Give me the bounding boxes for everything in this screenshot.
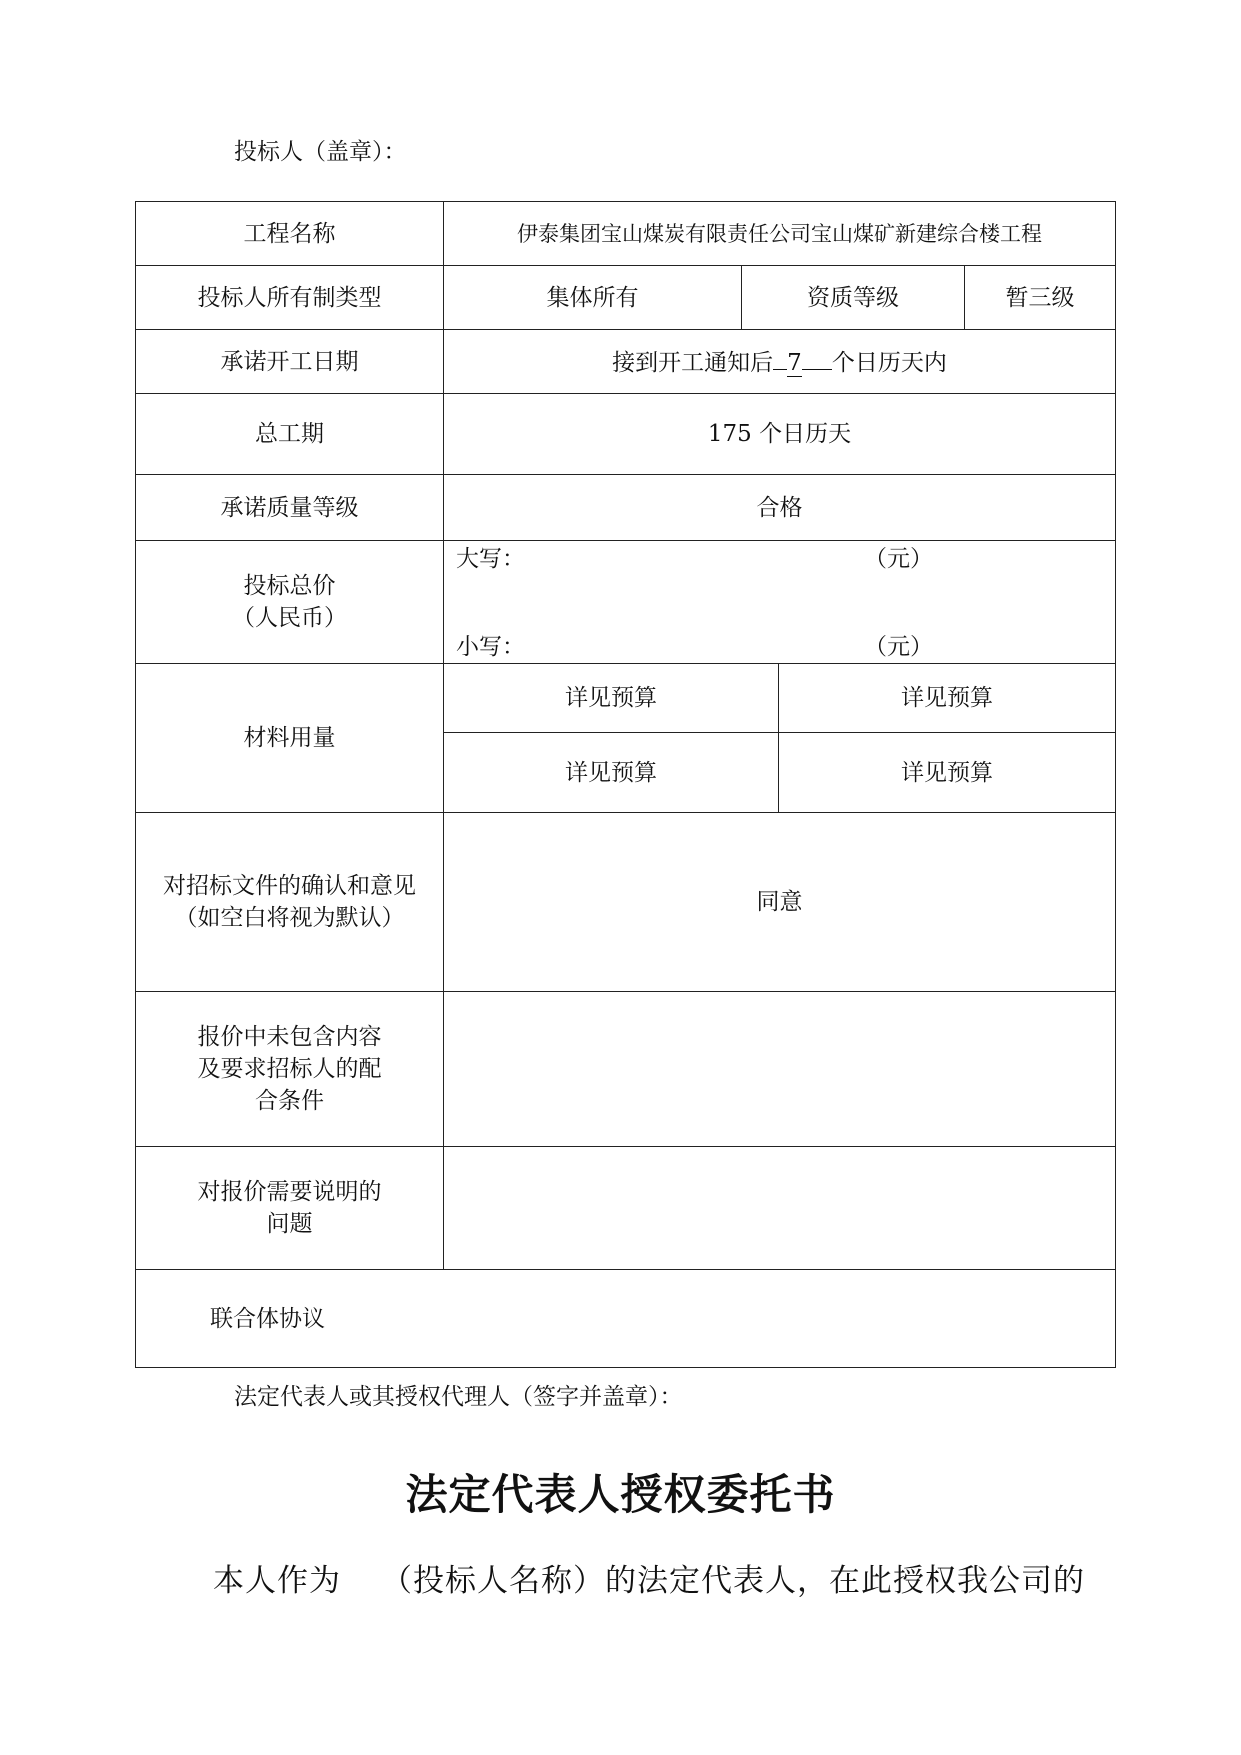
start-date-suffix: 个日历天内 — [831, 349, 947, 376]
confirmation-label-line1: 对招标文件的确认和意见 — [163, 873, 416, 899]
row-excluded — [136, 992, 1116, 1147]
qualification-label: 资质等级 — [742, 266, 965, 330]
quality-value: 合格 — [444, 475, 1116, 541]
project-name-value: 伊泰集团宝山煤炭有限责任公司宝山煤矿新建综合楼工程 — [444, 202, 1116, 266]
bid-form-table — [135, 201, 1116, 1368]
excluded-label-line1: 报价中未包含内容 — [197, 1024, 382, 1050]
underline-post — [802, 345, 832, 370]
price-upper-unit: （元） — [864, 546, 933, 572]
notes-label-line1: 对报价需要说明的 — [197, 1179, 382, 1205]
authorization-body — [213, 1555, 1085, 1600]
confirmation-value: 同意 — [444, 813, 1116, 992]
bidder-seal-label: 投标人（盖章）： — [234, 139, 407, 165]
row-duration — [136, 394, 1116, 475]
materials-cell: 详见预算 — [444, 664, 779, 733]
row-price — [136, 541, 1116, 664]
start-date-value — [444, 330, 1116, 394]
authorization-body-start: 本人作为 — [213, 1563, 341, 1599]
row-project-name — [136, 202, 1116, 266]
project-name-label: 工程名称 — [136, 202, 444, 266]
price-label — [136, 541, 444, 664]
start-date-days: 7 — [787, 349, 802, 376]
notes-label-line2: 问题 — [266, 1211, 313, 1237]
qualification-value: 暂三级 — [965, 266, 1116, 330]
excluded-label-line3: 合条件 — [255, 1088, 324, 1114]
materials-label: 材料用量 — [136, 664, 444, 813]
authorization-body-rest: （投标人名称）的法定代表人，在此授权我公司的 — [381, 1563, 1085, 1599]
materials-cell: 详见预算 — [779, 664, 1116, 733]
price-lower-label: 小写： — [456, 634, 525, 660]
excluded-label-line2: 及要求招标人的配 — [197, 1056, 382, 1082]
duration-label: 总工期 — [136, 394, 444, 475]
confirmation-label — [136, 813, 444, 992]
start-date-prefix: 接到开工通知后 — [612, 349, 774, 376]
materials-cell: 详见预算 — [444, 733, 779, 813]
row-confirmation — [136, 813, 1116, 992]
joint-agreement-label: 联合体协议 — [136, 1270, 1116, 1368]
price-lower-unit: （元） — [864, 634, 933, 660]
signature-label: 法定代表人或其授权代理人（签字并盖章）： — [234, 1384, 683, 1410]
price-upper-line — [456, 543, 933, 575]
excluded-value — [444, 992, 1116, 1147]
price-label-line2: （人民币） — [232, 605, 347, 631]
row-quality — [136, 475, 1116, 541]
quality-label: 承诺质量等级 — [136, 475, 444, 541]
row-notes — [136, 1147, 1116, 1270]
materials-cell: 详见预算 — [779, 733, 1116, 813]
price-lower-line — [456, 631, 933, 663]
row-start-date — [136, 330, 1116, 394]
row-materials-1 — [136, 664, 1116, 733]
ownership-value: 集体所有 — [444, 266, 742, 330]
underline-pre — [773, 345, 787, 370]
price-value — [444, 541, 1116, 664]
authorization-title: 法定代表人授权委托书 — [405, 1470, 836, 1519]
start-date-label: 承诺开工日期 — [136, 330, 444, 394]
price-upper-label: 大写： — [456, 546, 525, 572]
row-ownership — [136, 266, 1116, 330]
duration-value: 175 个日历天 — [444, 394, 1116, 475]
row-joint — [136, 1270, 1116, 1368]
notes-label — [136, 1147, 444, 1270]
notes-value — [444, 1147, 1116, 1270]
ownership-label: 投标人所有制类型 — [136, 266, 444, 330]
price-label-line1: 投标总价 — [243, 573, 336, 599]
confirmation-label-line2: （如空白将视为默认） — [174, 905, 405, 931]
excluded-label — [136, 992, 444, 1147]
